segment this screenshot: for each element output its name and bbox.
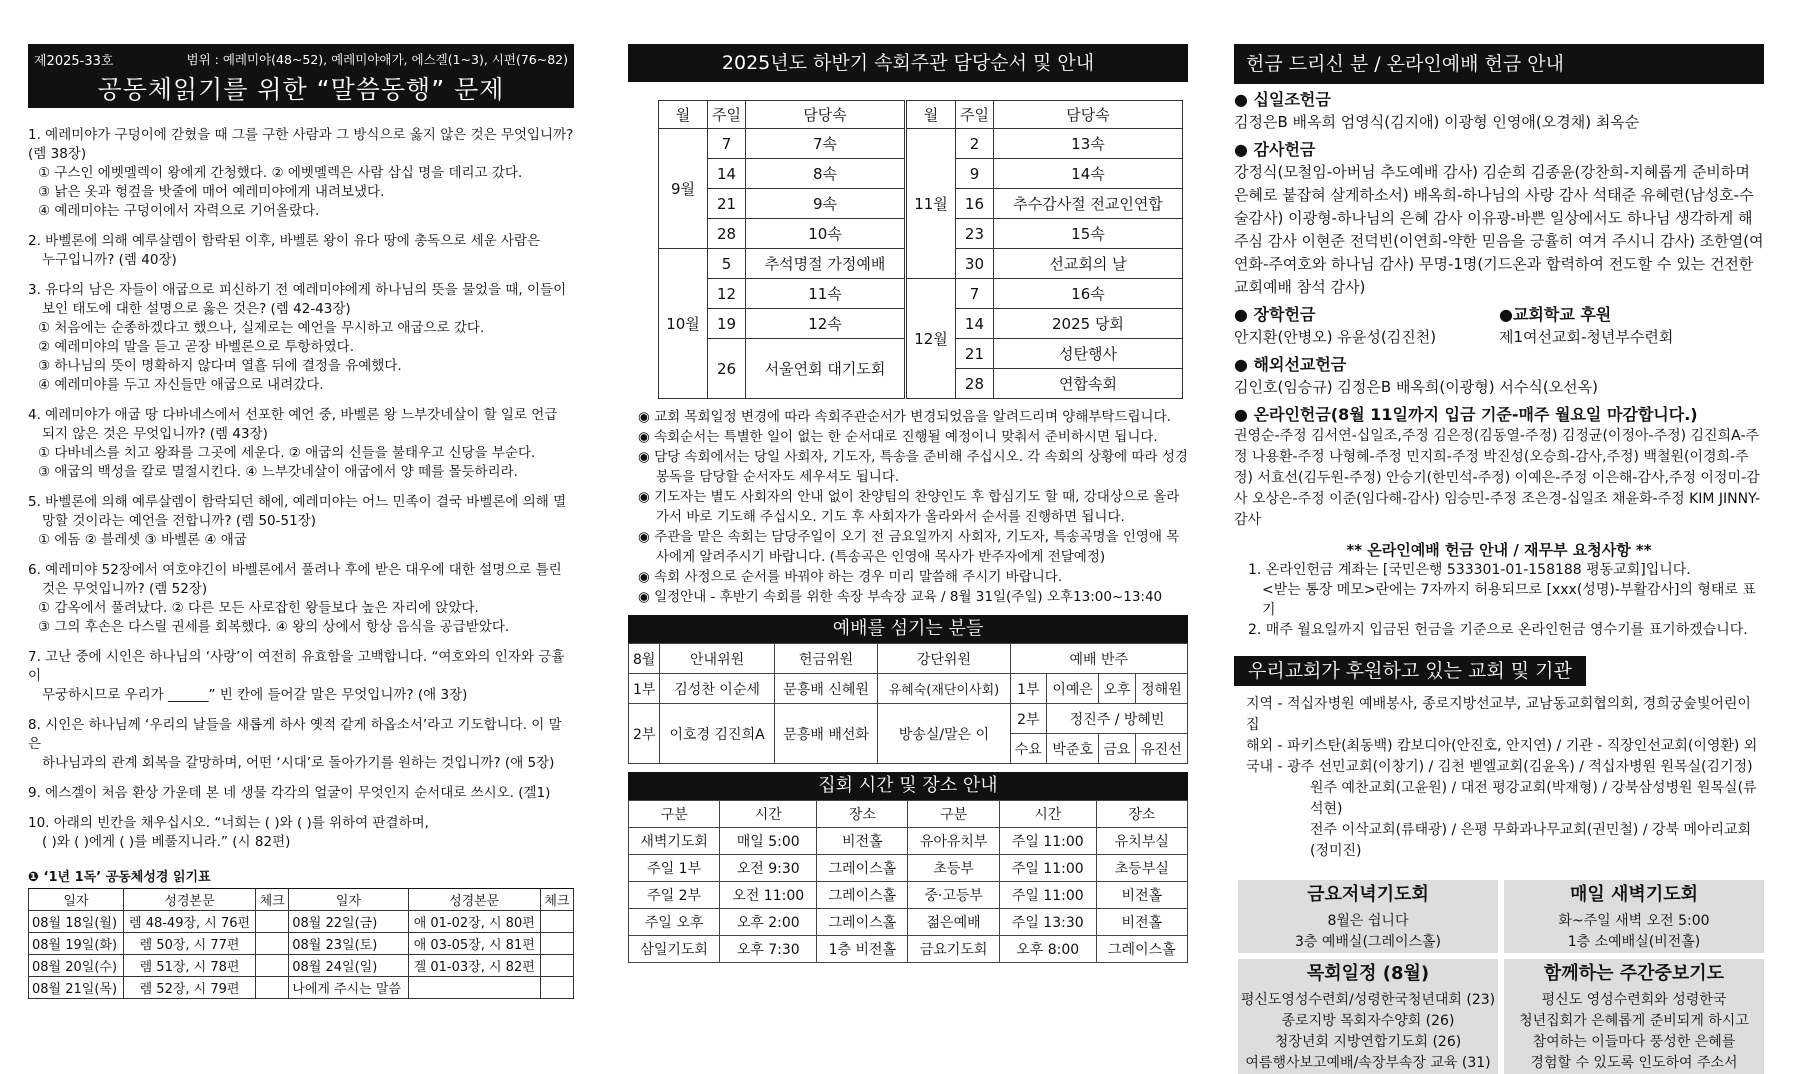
meeting-cell: 중·고등부 (908, 882, 999, 909)
note-item: ◉ 속회순서는 특별한 일이 없는 한 순서대로 진행될 예정이니 맞춰서 준비하시면 됩니다. (638, 429, 1158, 445)
servers-cell: 김성찬 이순세 (660, 674, 774, 704)
support-line: 전주 이삭교회(류태광) / 은평 무화과나무교회(권민철) / 강북 메아리교회(정미진) (1310, 822, 1752, 859)
duty-group: 추석명절 가정예배 (745, 249, 905, 279)
question-line: ④ 예레미야를 두고 자신들만 애굽으로 내려갔다. (38, 377, 324, 393)
meeting-cell: 금요기도회 (908, 936, 999, 963)
reading-plan-table (28, 889, 574, 999)
question-line: ③ 낡은 옷과 헝겊을 밧줄에 매어 예레미야에게 내려보냈다. (38, 184, 385, 200)
reading-date: 08월 18일(월) (29, 911, 124, 933)
offering-title: 헌금 드리신 분 / 온라인예배 헌금 안내 (1234, 44, 1764, 84)
reading-date: 08월 24일(일) (289, 955, 408, 977)
note-item: ◉ 교회 목회일정 변경에 따라 속회주관순서가 변경되었음을 알려드리며 양해부탁드립니다. (638, 409, 1171, 425)
duty-group: 10속 (745, 219, 905, 249)
meeting-cell: 삼일기도회 (629, 936, 720, 963)
online-info-line: <받는 통장 메모>란에는 7자까지 허용되므로 [xxx(성명)-부활감사]의 형태로 표기 (1262, 582, 1756, 618)
servers-cell: 1부 (629, 674, 660, 704)
reading-text (408, 977, 540, 999)
meeting-cell: 주일 13:30 (999, 909, 1096, 936)
reading-range: 범위 : 예레미야(48~52), 예레미야애가, 에스겔(1~3), 시편(76~82) (186, 52, 568, 67)
table-row (29, 955, 574, 977)
question (28, 126, 574, 221)
question (28, 232, 574, 270)
duty-week: 9 (955, 159, 993, 189)
meeting-cell: 주일 11:00 (999, 828, 1096, 855)
duty-week: 5 (708, 249, 746, 279)
info-box-line: 여름행사보고예배/속장부속장 교육 (31) (1245, 1055, 1491, 1071)
table-row (629, 909, 1188, 936)
tithe-names: 김정은B 배옥희 엄영식(김지애) 이광형 인영애(오경채) 최옥순 (1234, 113, 1640, 131)
question-line: ① 감옥에서 풀려났다. ② 다른 모든 사로잡힌 왕들보다 높은 자리에 앉았다. (38, 600, 479, 616)
acc-cell: 정진주 / 방혜빈 (1047, 704, 1188, 734)
duty-week: 2 (955, 129, 993, 159)
table-row (629, 882, 1188, 909)
tithe-section (1234, 88, 1764, 134)
question-line: ② 예레미야의 말을 듣고 곧장 바벨론으로 투항하였다. (38, 339, 355, 355)
question (28, 716, 574, 773)
question-line: 9. 에스겔이 처음 환상 가운데 본 네 생물 각각의 얼굴이 무엇인지 순서대로 쓰시오. (겔1) (28, 785, 551, 801)
meeting-cell: 초등부 (908, 855, 999, 882)
meeting-header: 시간 (999, 801, 1096, 828)
table-row (659, 129, 1183, 159)
duty-notes (628, 407, 1188, 607)
online-info (1234, 560, 1764, 640)
duty-header: 주일 (708, 101, 746, 129)
meeting-cell: 주일 11:00 (999, 882, 1096, 909)
tithe-heading: ● 십일조헌금 (1234, 88, 1764, 111)
question-line: 3. 유다의 남은 자들이 애굽으로 피신하기 전 예레미야에게 하나님의 뜻을 물었을 때, 이들이 (28, 282, 567, 298)
servers-cell: 유혜숙(재단이사회) (878, 674, 1010, 704)
question-list (28, 126, 574, 852)
info-box-line: 3층 예배실(그레이스홀) (1295, 934, 1441, 950)
meeting-title: 집회 시간 및 장소 안내 (628, 772, 1188, 800)
question-line: ③ 그의 후손은 다스릴 권세를 회복했다. ④ 왕의 상에서 항상 음식을 공급받았다. (38, 619, 510, 635)
duty-week: 28 (708, 219, 746, 249)
scholar-heading: ● 장학헌금 (1234, 303, 1499, 326)
reading-plan-title: ❶ ‘1년 1독’ 공동체성경 읽기표 (28, 866, 574, 889)
duty-week: 7 (955, 279, 993, 309)
reading-check (540, 977, 573, 999)
thanks-heading: ● 감사헌금 (1234, 138, 1764, 161)
meeting-cell: 그레이스홀 (817, 882, 908, 909)
question-line: 6. 예레미야 52장에서 여호야긴이 바벨론에서 풀려나 후에 받은 대우에 대한 설명으로 틀린 (28, 562, 562, 578)
school-heading: ●교회학교 후원 (1499, 305, 1612, 324)
meeting-cell: 유아유치부 (908, 828, 999, 855)
table-row (629, 828, 1188, 855)
meeting-cell: 주일 11:00 (999, 855, 1096, 882)
servers-cell: 이호경 김진희A (660, 704, 774, 764)
quiz-title: 공동체읽기를 위한 “말씀동행” 문제 (97, 75, 505, 104)
reading-header: 일자 (289, 889, 408, 911)
question-line: 무궁하시므로 우리가 ______” 빈 칸에 들어갈 말은 무엇입니까? (애 3장) (42, 687, 468, 703)
online-info-line: 1. 온라인헌금 계좌는 [국민은행 533301-01-158188 평동교회]입니다. (1248, 562, 1691, 578)
reading-header: 성경본문 (408, 889, 540, 911)
meeting-cell: 초등부실 (1096, 855, 1187, 882)
duty-column (628, 44, 1188, 963)
duty-group: 13속 (993, 129, 1182, 159)
meeting-cell: 비전홀 (1096, 882, 1187, 909)
servers-header: 예배 반주 (1010, 644, 1188, 674)
reading-check (256, 911, 289, 933)
mission-section (1234, 353, 1764, 399)
question (28, 493, 574, 550)
meeting-cell: 오전 11:00 (720, 882, 817, 909)
online-info-line: 2. 매주 월요일까지 입금된 헌금을 기준으로 온라인헌금 영수기를 표기하겠습니다. (1248, 622, 1748, 638)
reading-check (540, 955, 573, 977)
servers-header: 8월 (629, 644, 660, 674)
online-names: 권영순-주정 김서연-십일조,주정 김은정(김동열-주정) 김정균(이정아-주정) 김진희A-주정 나용환-주정 나형혜-주정 민지희-주정 박진성(오승희-감사,주정) 백철원(이경희-주정) 서효선(김두원-주정) 안승기(한민석-주정) 이예은-주정 이은해-감사,주정 이정미-감사 오상은-주정 이준(임다해-감사) 임승민-주정 조은경-십일조 채윤화-주정 KIM JINNY-감사 (1234, 428, 1761, 528)
reading-text: 렘 51장, 시 78편 (123, 955, 255, 977)
duty-group: 2025 당회 (993, 309, 1182, 339)
question (28, 406, 574, 482)
meeting-cell: 오후 7:30 (720, 936, 817, 963)
acc-cell: 2부 (1010, 704, 1047, 734)
support-line: 국내 - 광주 선민교회(이창기) / 김천 벧엘교회(김윤옥) / 적십자병원 원목실(김기정) (1246, 759, 1753, 775)
info-box-line: 화~주일 새벽 오전 5:00 (1558, 913, 1710, 929)
servers-cell: 2부 (629, 704, 660, 764)
info-box-line: 참여하는 이들마다 풍성한 은혜를 (1532, 1034, 1736, 1050)
question-line: 8. 시인은 하나님께 ‘우리의 날들을 새롭게 하사 옛적 같게 하옵소서’라고 기도합니다. 이 말은 (28, 717, 562, 752)
mission-names: 김인호(임승규) 김정은B 배옥희(이광형) 서수식(오선옥) (1234, 378, 1598, 396)
online-info-heading: ** 온라인예배 헌금 안내 / 재무부 요청사항 ** (1346, 541, 1652, 559)
meeting-cell: 유치부실 (1096, 828, 1187, 855)
question-line: ① 다바네스를 치고 왕좌를 그곳에 세운다. ② 애굽의 신들을 불태우고 신당을 부순다. (38, 445, 536, 461)
info-box-line: 청장년회 지방연합기도회 (26) (1274, 1034, 1462, 1050)
meeting-cell: 젊은예배 (908, 909, 999, 936)
reading-date: 08월 19일(화) (29, 933, 124, 955)
question-line: 망할 것이라는 예언을 전합니까? (렘 50-51장) (42, 513, 316, 529)
meeting-header: 시간 (720, 801, 817, 828)
duty-month: 11월 (905, 129, 955, 279)
meeting-table (628, 800, 1188, 963)
duty-group: 7속 (745, 129, 905, 159)
duty-group: 16속 (993, 279, 1182, 309)
thanks-section (1234, 138, 1764, 299)
question (28, 784, 574, 803)
scholar-names: 안지환(안병오) 유윤성(김진천) (1234, 328, 1437, 346)
reading-check (256, 933, 289, 955)
acc-cell: 오후 (1099, 674, 1136, 704)
servers-header: 안내위원 (660, 644, 774, 674)
note-item: ◉ 주관을 맡은 속회는 담당주일이 오기 전 금요일까지 사회자, 기도자, 특송곡명을 인영애 목사에게 알려주시기 바랍니다. (특송곡은 인영애 목사가 반주자에게 전달예정) (638, 529, 1180, 565)
duty-week: 14 (955, 309, 993, 339)
note-item: ◉ 속회 사정으로 순서를 바꿔야 하는 경우 미리 말씀해 주시기 바랍니다. (638, 569, 1063, 585)
servers-header: 헌금위원 (774, 644, 878, 674)
meeting-cell: 오후 2:00 (720, 909, 817, 936)
acc-cell: 박준호 (1047, 734, 1099, 764)
meeting-cell: 오후 8:00 (999, 936, 1096, 963)
question-line: ③ 하나님의 뜻이 명확하지 않다며 열흘 뒤에 결정을 유예했다. (38, 358, 402, 374)
online-section (1234, 403, 1764, 531)
servers-header: 강단위원 (878, 644, 1010, 674)
duty-week: 7 (708, 129, 746, 159)
info-box-line: 경험할 수 있도록 인도하여 주소서 (1530, 1055, 1738, 1071)
duty-month: 10월 (659, 249, 708, 399)
reading-date: 08월 20일(수) (29, 955, 124, 977)
servers-cell: 문흥배 신혜원 (774, 674, 878, 704)
duty-week: 30 (955, 249, 993, 279)
reading-check (256, 955, 289, 977)
question (28, 648, 574, 705)
quiz-header (28, 44, 574, 108)
duty-group: 12속 (745, 309, 905, 339)
info-box-title: 금요저녁기도회 (1307, 884, 1429, 905)
acc-cell: 수요 (1010, 734, 1047, 764)
question-line: 7. 고난 중에 시인은 하나님의 ‘사랑’이 여전히 유효함을 고백합니다. “여호와의 인자와 긍휼이 (28, 649, 565, 684)
acc-cell: 금요 (1099, 734, 1136, 764)
reading-text: 렘 48-49장, 시 76편 (123, 911, 255, 933)
note-item: ◉ 일정안내 - 후반기 속회를 위한 속장 부속장 교육 / 8월 31일(주일) 오후13:00~13:40 (638, 589, 1163, 605)
meeting-cell: 그레이스홀 (1096, 936, 1187, 963)
thanks-names: 강정식(모철임-아버님 추도예배 감사) 김순희 김종윤(강찬희-지혜롭게 준비하며 은혜로 붙잡혀 살게하소서) 배옥희-하나님의 사랑 감사 석태준 유혜련(남성호-수술감사) 이광형-하나님의 은혜 감사 이유광-바쁜 일상에서도 하나님 생각하게 해주심 감사 이현준 전덕빈(이연희-약한 믿음을 긍휼히 여겨 주시니 감사) 조한열(여연화-주여호와 하나님 감사) 무명-1명(기드온과 합력하여 전도할 수 있는 건전한 교회예배 참석 감사) (1234, 163, 1764, 296)
question-line: ③ 애굽의 백성을 칼로 멸절시킨다. ④ 느부갓네살이 애굽에서 양 떼를 몰듯하리라. (38, 464, 518, 480)
duty-week: 28 (955, 369, 993, 399)
info-box-title: 매일 새벽기도회 (1570, 884, 1698, 905)
support-title: 우리교회가 후원하고 있는 교회 및 기관 (1234, 656, 1586, 686)
reading-text: 애 03-05장, 시 81편 (408, 933, 540, 955)
quiz-column (28, 44, 574, 999)
question-line: ④ 예레미야는 구덩이에서 자력으로 기어올랐다. (38, 203, 320, 219)
duty-week: 23 (955, 219, 993, 249)
meeting-cell: 오전 9:30 (720, 855, 817, 882)
info-box-line: 8월은 쉽니다 (1327, 913, 1409, 929)
info-box (1504, 880, 1764, 953)
note-item: ◉ 담당 속회에서는 당일 사회자, 기도자, 특송을 준비해 주십시오. 각 속회의 상황에 따라 성경봉독을 담당할 순서자도 세우셔도 됩니다. (638, 449, 1188, 485)
reading-header: 일자 (29, 889, 124, 911)
question (28, 561, 574, 637)
table-row (629, 936, 1188, 963)
duty-week: 26 (708, 339, 746, 399)
duty-header: 월 (659, 101, 708, 129)
meeting-cell: 그레이스홀 (817, 909, 908, 936)
support-line: 지역 - 적십자병원 예배봉사, 종로지방선교부, 교남동교회협의회, 경희궁숲빛어린이집 (1246, 696, 1751, 733)
duty-group: 11속 (745, 279, 905, 309)
question-line: 1. 예레미야가 구덩이에 갇혔을 때 그를 구한 사람과 그 방식으로 옳지 않은 것은 무엇입니까? (렘 38장) (28, 127, 574, 162)
meeting-header: 구분 (629, 801, 720, 828)
info-box-line: 1층 소예배실(비전홀) (1567, 934, 1701, 950)
reading-text: 렘 52장, 시 79편 (123, 977, 255, 999)
duty-week: 14 (708, 159, 746, 189)
info-boxes (1234, 880, 1764, 1074)
table-row (659, 279, 1183, 309)
servers-cell: 방송실/말은 이 (878, 704, 1010, 764)
table-row (629, 855, 1188, 882)
meeting-cell: 그레이스홀 (817, 855, 908, 882)
support-line: 해외 - 파키스탄(최동백) 캄보디아(안진호, 안지연) / 기관 - 직장인선교회(이영환) 외 (1246, 738, 1758, 754)
question-line: ① 에돔 ② 블레셋 ③ 바벨론 ④ 애굽 (38, 532, 247, 548)
duty-group: 선교회의 날 (993, 249, 1182, 279)
meeting-cell: 주일 1부 (629, 855, 720, 882)
reading-date: 08월 23일(토) (289, 933, 408, 955)
duty-group: 연합속회 (993, 369, 1182, 399)
question-line: 보인 태도에 대한 설명으로 옳은 것은? (렘 42-43장) (42, 301, 351, 317)
duty-group: 추수감사절 전교인연합 (993, 189, 1182, 219)
meeting-cell: 비전홀 (817, 828, 908, 855)
info-box (1504, 959, 1764, 1074)
question-line: ① 구스인 에벳멜렉이 왕에게 간청했다. ② 에벳멜렉은 사람 삼십 명을 데리고 갔다. (38, 165, 523, 181)
servers-title: 예배를 섬기는 분들 (628, 615, 1188, 643)
info-box (1238, 880, 1498, 953)
question-line: 누구입니까? (렘 40장) (42, 252, 177, 268)
online-heading: ● 온라인헌금(8월 11일까지 입금 기준-매주 월요일 마감합니다.) (1234, 403, 1764, 426)
info-box (1238, 959, 1498, 1074)
school-names: 제1여선교회-청년부수련회 (1499, 328, 1674, 346)
duty-title: 2025년도 하반기 속회주관 담당순서 및 안내 (628, 44, 1188, 82)
reading-check (540, 911, 573, 933)
duty-header: 담당속 (745, 101, 905, 129)
duty-header: 월 (905, 101, 955, 129)
duty-week: 19 (708, 309, 746, 339)
reading-date: 08월 21일(목) (29, 977, 124, 999)
duty-month: 12월 (905, 279, 955, 399)
meeting-cell: 새벽기도회 (629, 828, 720, 855)
question-line: ( )와 ( )에게 ( )를 베풀지니라.” (시 82편) (42, 834, 291, 850)
meeting-cell: 비전홀 (1096, 909, 1187, 936)
reading-header: 체크 (540, 889, 573, 911)
reading-text: 렘 50장, 시 77편 (123, 933, 255, 955)
duty-group: 9속 (745, 189, 905, 219)
scholar-school-row (1234, 303, 1764, 349)
acc-cell: 유진선 (1135, 734, 1187, 764)
mission-heading: ● 해외선교헌금 (1234, 353, 1764, 376)
support-list (1234, 694, 1764, 862)
reading-date: 나에게 주시는 말씀 (289, 977, 408, 999)
question-line: 2. 바벨론에 의해 예루살렘이 함락된 이후, 바벨론 왕이 유다 땅에 총독으로 세운 사람은 (28, 233, 541, 249)
question-line: 5. 바벨론에 의해 예루살렘이 함락되던 해에, 예레미야는 어느 민족이 결국 바벨론에 의해 멸 (28, 494, 567, 510)
meeting-header: 장소 (1096, 801, 1187, 828)
reading-header: 성경본문 (123, 889, 255, 911)
reading-date: 08월 22일(금) (289, 911, 408, 933)
duty-group: 성탄행사 (993, 339, 1182, 369)
info-box-title: 함께하는 주간중보기도 (1543, 963, 1725, 984)
question (28, 814, 574, 852)
duty-group: 15속 (993, 219, 1182, 249)
table-row (29, 911, 574, 933)
duty-week: 21 (708, 189, 746, 219)
servers-cell: 문흥배 배선화 (774, 704, 878, 764)
duty-week: 16 (955, 189, 993, 219)
question-line: 것은 무엇입니까? (렘 52장) (42, 581, 208, 597)
info-box-line: 평신도 영성수련회와 성령한국 (1541, 992, 1727, 1008)
info-box-line: 청년집회가 은혜롭게 준비되게 하시고 (1519, 1013, 1749, 1029)
question-line: ① 처음에는 순종하겠다고 했으나, 실제로는 예언을 무시하고 애굽으로 갔다. (38, 320, 485, 336)
meeting-cell: 주일 2부 (629, 882, 720, 909)
acc-cell: 정해원 (1135, 674, 1187, 704)
reading-text: 겔 01-03장, 시 82편 (408, 955, 540, 977)
reading-header: 체크 (256, 889, 289, 911)
duty-header: 주일 (955, 101, 993, 129)
question-line: 4. 예레미야가 애굽 땅 다바네스에서 선포한 예언 중, 바벨론 왕 느부갓네살이 할 일로 언급 (28, 407, 558, 423)
duty-month: 9월 (659, 129, 708, 249)
question (28, 281, 574, 395)
question-line: 10. 아래의 빈칸을 채우십시오. “너희는 ( )와 ( )를 위하여 판결하며, (28, 815, 429, 831)
meeting-cell: 매일 5:00 (720, 828, 817, 855)
acc-cell: 1부 (1010, 674, 1047, 704)
table-row (29, 977, 574, 999)
duty-week: 12 (708, 279, 746, 309)
meeting-header: 장소 (817, 801, 908, 828)
meeting-cell: 주일 오후 (629, 909, 720, 936)
duty-group: 서울연회 대기도회 (745, 339, 905, 399)
offering-column (1234, 44, 1764, 1074)
question-line: 하나님과의 관계 회복을 갈망하며, 어떤 ‘시대’로 돌아가기를 원하는 것입니까? (애 5장) (42, 755, 555, 771)
table-row (29, 933, 574, 955)
meeting-header: 구분 (908, 801, 999, 828)
duty-group: 14속 (993, 159, 1182, 189)
duty-table (658, 100, 1183, 399)
reading-check (256, 977, 289, 999)
meeting-cell: 1층 비전홀 (817, 936, 908, 963)
note-item: ◉ 기도자는 별도 사회자의 안내 없이 찬양팀의 찬양인도 후 합심기도 할 때, 강대상으로 올라가서 바로 기도해 주십시오. 기도 후 사회자가 올라와서 순서를 진행하면 됩니다. (638, 489, 1180, 525)
reading-check (540, 933, 573, 955)
duty-header: 담당속 (993, 101, 1182, 129)
question-line: 되지 않은 것은 무엇입니까? (렘 43장) (42, 426, 268, 442)
duty-group: 8속 (745, 159, 905, 189)
info-box-title: 목회일정 (8월) (1306, 963, 1430, 984)
servers-table (628, 643, 1188, 764)
duty-week: 21 (955, 339, 993, 369)
info-box-line: 종로지방 목회자수양회 (26) (1281, 1013, 1455, 1029)
support-line: 원주 예찬교회(고윤원) / 대전 평강교회(박재형) / 강북삼성병원 원목실(류석현) (1310, 780, 1757, 817)
acc-cell: 이예은 (1047, 674, 1099, 704)
reading-text: 애 01-02장, 시 80편 (408, 911, 540, 933)
info-box-line: 평신도영성수련회/성령한국청년대회 (23) (1240, 992, 1496, 1008)
issue-number: 제2025-33호 (34, 54, 114, 69)
